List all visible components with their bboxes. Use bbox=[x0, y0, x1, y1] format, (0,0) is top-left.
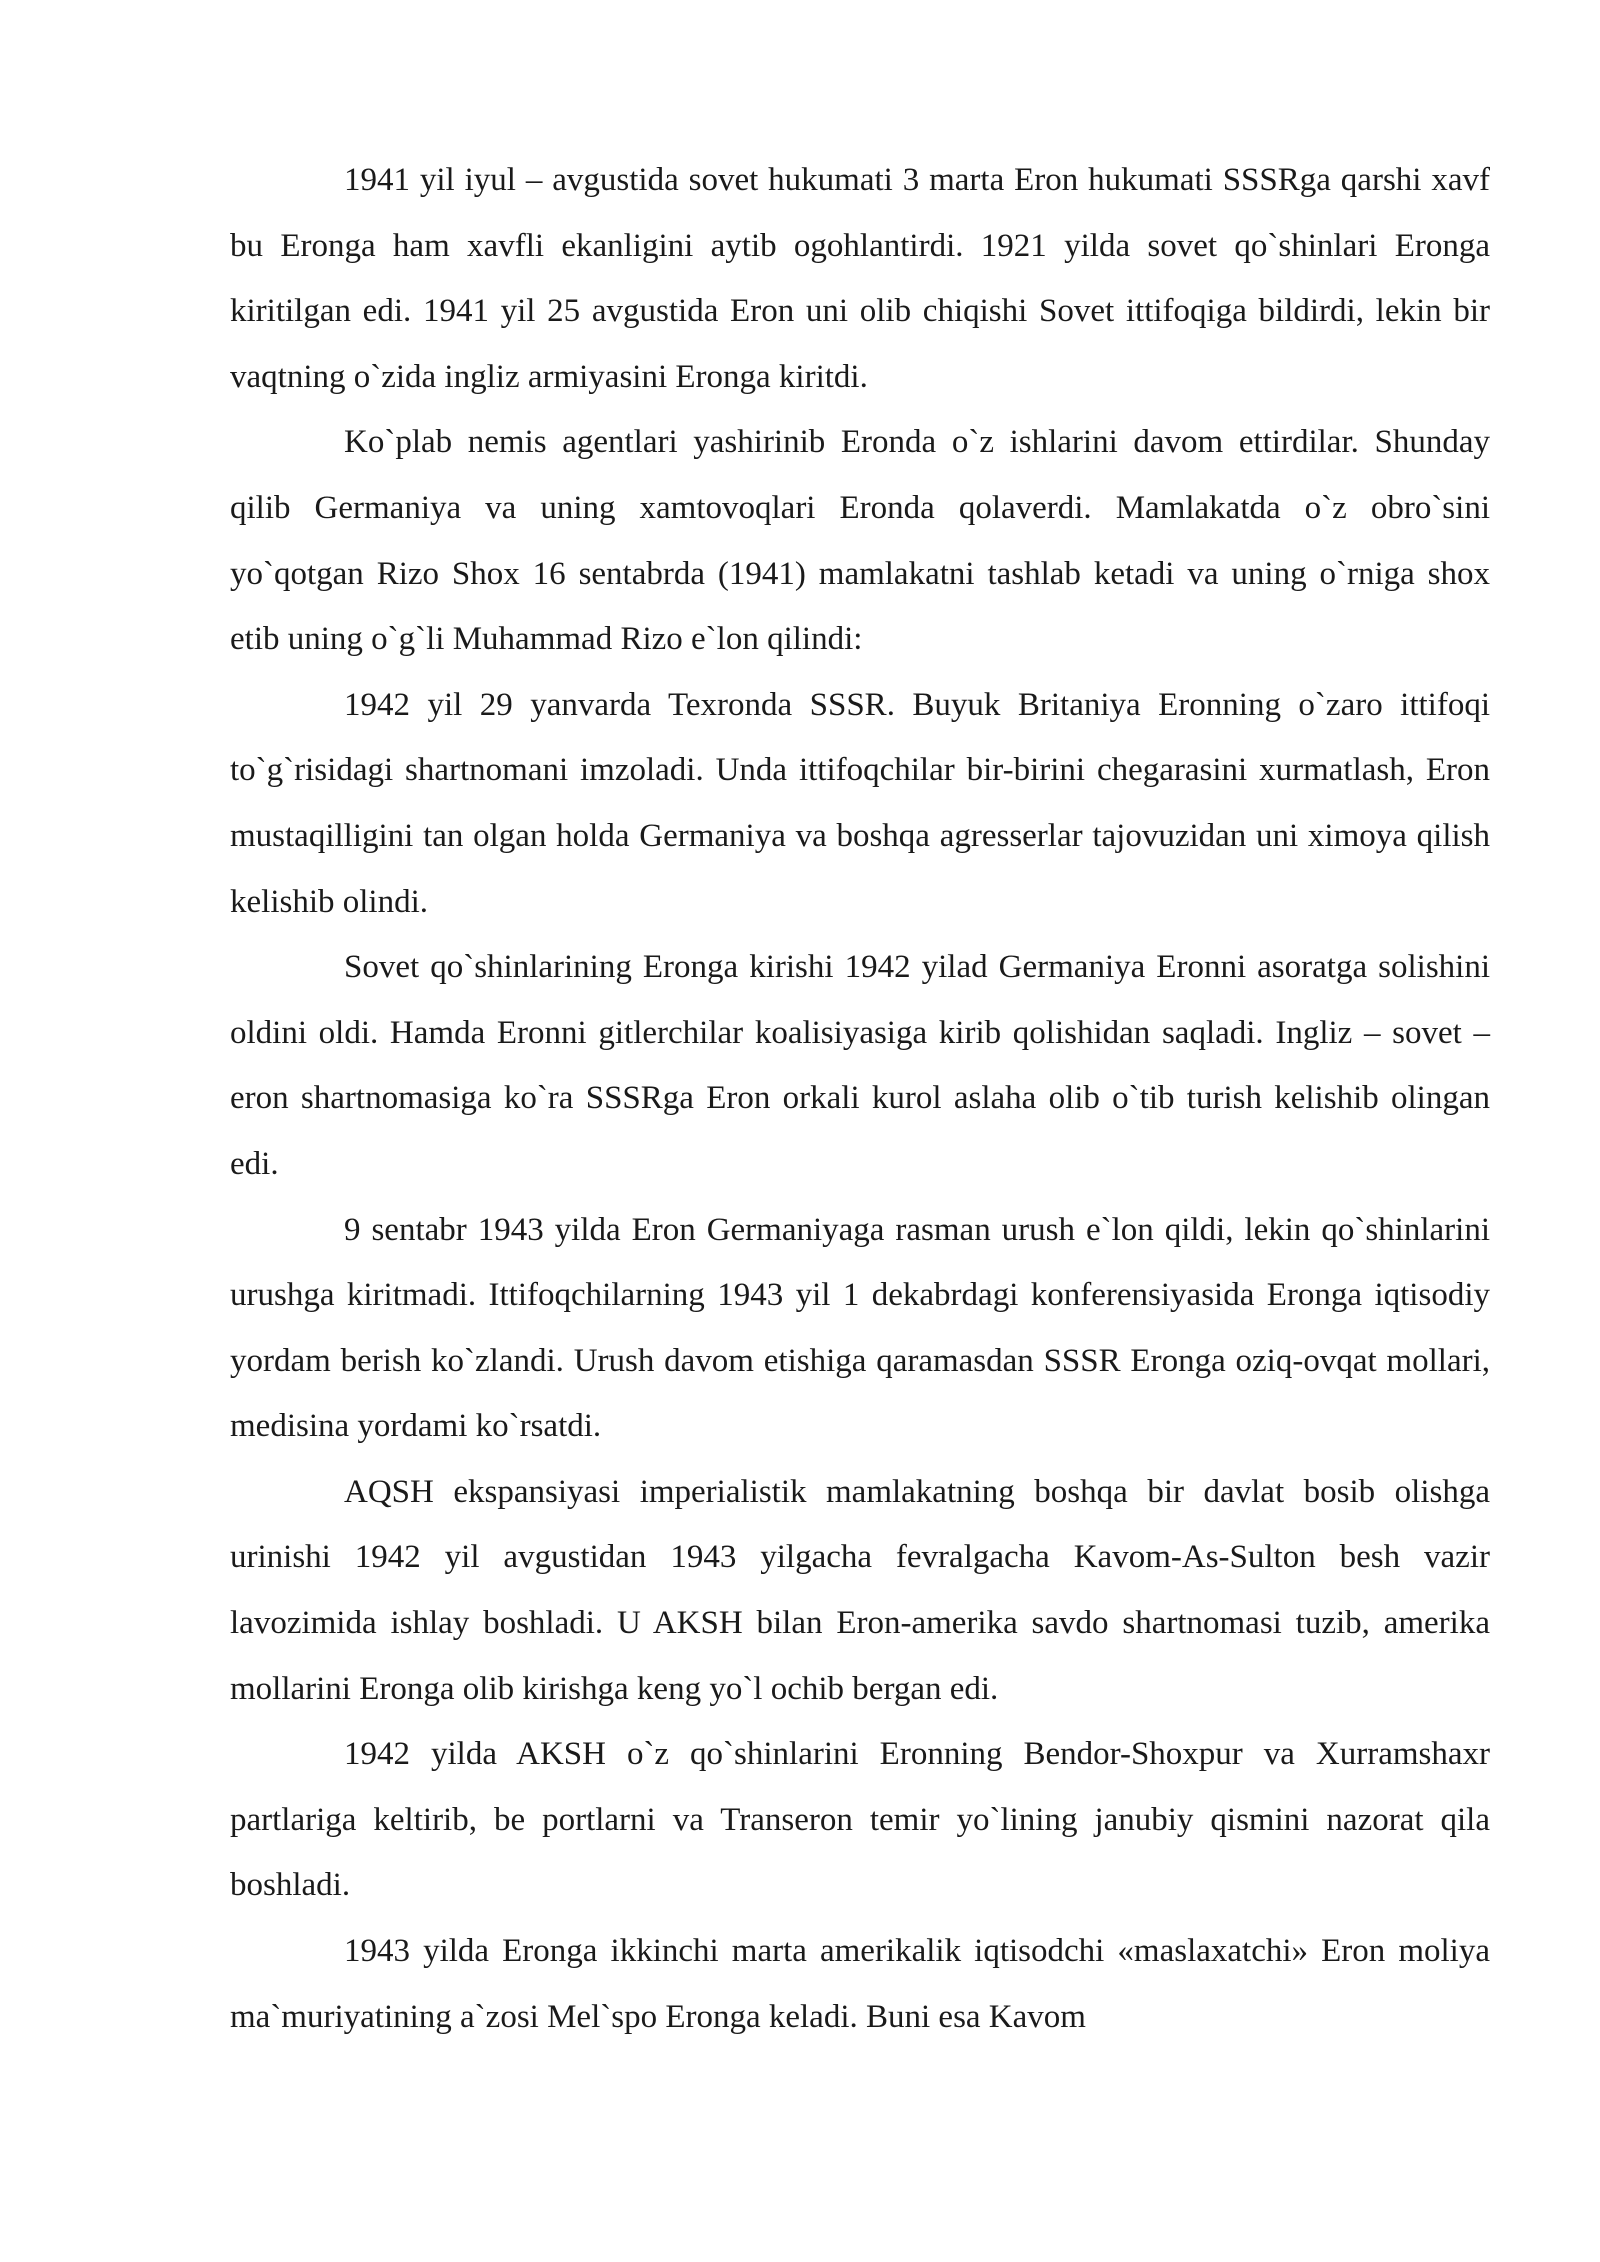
paragraph-3: 1942 yil 29 yanvarda Texronda SSSR. Buyuk Britaniya Eronning o`zaro ittifoqi to`g`risidagi shartnomani imzoladi. Unda ittifoqchilar bir-birini chegarasini xurmatlash, Eron mustaqilligini tan olgan holda Germaniya va boshqa agresserlar tajovuzidan uni ximoya qilish kelishib olindi. bbox=[230, 686, 1490, 920]
document-body bbox=[230, 148, 1490, 2050]
paragraph-8: 1943 yilda Eronga ikkinchi marta amerikalik iqtisodchi «maslaxatchi» Eron moliya ma`muriyatining a`zosi Mel`spo Eronga keladi. Buni esa Kavom bbox=[230, 1933, 1490, 2035]
paragraph-4: Sovet qo`shinlarining Eronga kirishi 1942 yilad Germaniya Eronni asoratga solishini oldini oldi. Hamda Eronni gitlerchilar koalisiyasiga kirib qolishidan saqladi. Ingliz – sovet –eron shartnomasiga ko`ra SSSRga Eron orkali kurol aslaha olib o`tib turish kelishib olingan edi. bbox=[230, 949, 1490, 1182]
paragraph-1: 1941 yil iyul – avgustida sovet hukumati 3 marta Eron hukumati SSSRga qarshi xavf bu Eronga ham xavfli ekanligini aytib ogohlantirdi. 1921 yilda sovet qo`shinlari Eronga kiritilgan edi. 1941 yil 25 avgustida Eron uni olib chiqishi Sovet ittifoqiga bildirdi, lekin bir vaqtning o`zida ingliz armiyasini Eronga kiritdi. bbox=[230, 162, 1490, 395]
paragraph-5: 9 sentabr 1943 yilda Eron Germaniyaga rasman urush e`lon qildi, lekin qo`shinlarini urushga kiritmadi. Ittifoqchilarning 1943 yil 1 dekabrdagi konferensiyasida Eronga iqtisodiy yordam berish ko`zlandi. Urush davom etishiga qaramasdan SSSR Eronga oziq-ovqat mollari, medisina yordami ko`rsatdi. bbox=[230, 1211, 1490, 1445]
paragraph-6: AQSH ekspansiyasi imperialistik mamlakatning boshqa bir davlat bosib olishga urinishi 1942 yil avgustidan 1943 yilgacha fevralgacha Kavom-As-Sulton besh vazir lavozimida ishlay boshladi. U AKSH bilan Eron-amerika savdo shartnomasi tuzib, amerika mollarini Eronga olib kirishga keng yo`l ochib bergan edi. bbox=[230, 1473, 1490, 1707]
paragraph-7: 1942 yilda AKSH o`z qo`shinlarini Eronning Bendor-Shoxpur va Xurramshaxr partlariga keltirib, be portlarni va Transeron temir yo`lining janubiy qismini nazorat qila boshladi. bbox=[230, 1736, 1490, 1904]
paragraph-2: Ko`plab nemis agentlari yashirinib Eronda o`z ishlarini davom ettirdilar. Shunday qilib Germaniya va uning xamtovoqlari Eronda qolaverdi. Mamlakatda o`z obro`sini yo`qotgan Rizo Shox 16 sentabrda (1941) mamlakatni tashlab ketadi va uning o`rniga shox etib uning o`g`li Muhammad Rizo e`lon qilindi: bbox=[230, 424, 1490, 658]
